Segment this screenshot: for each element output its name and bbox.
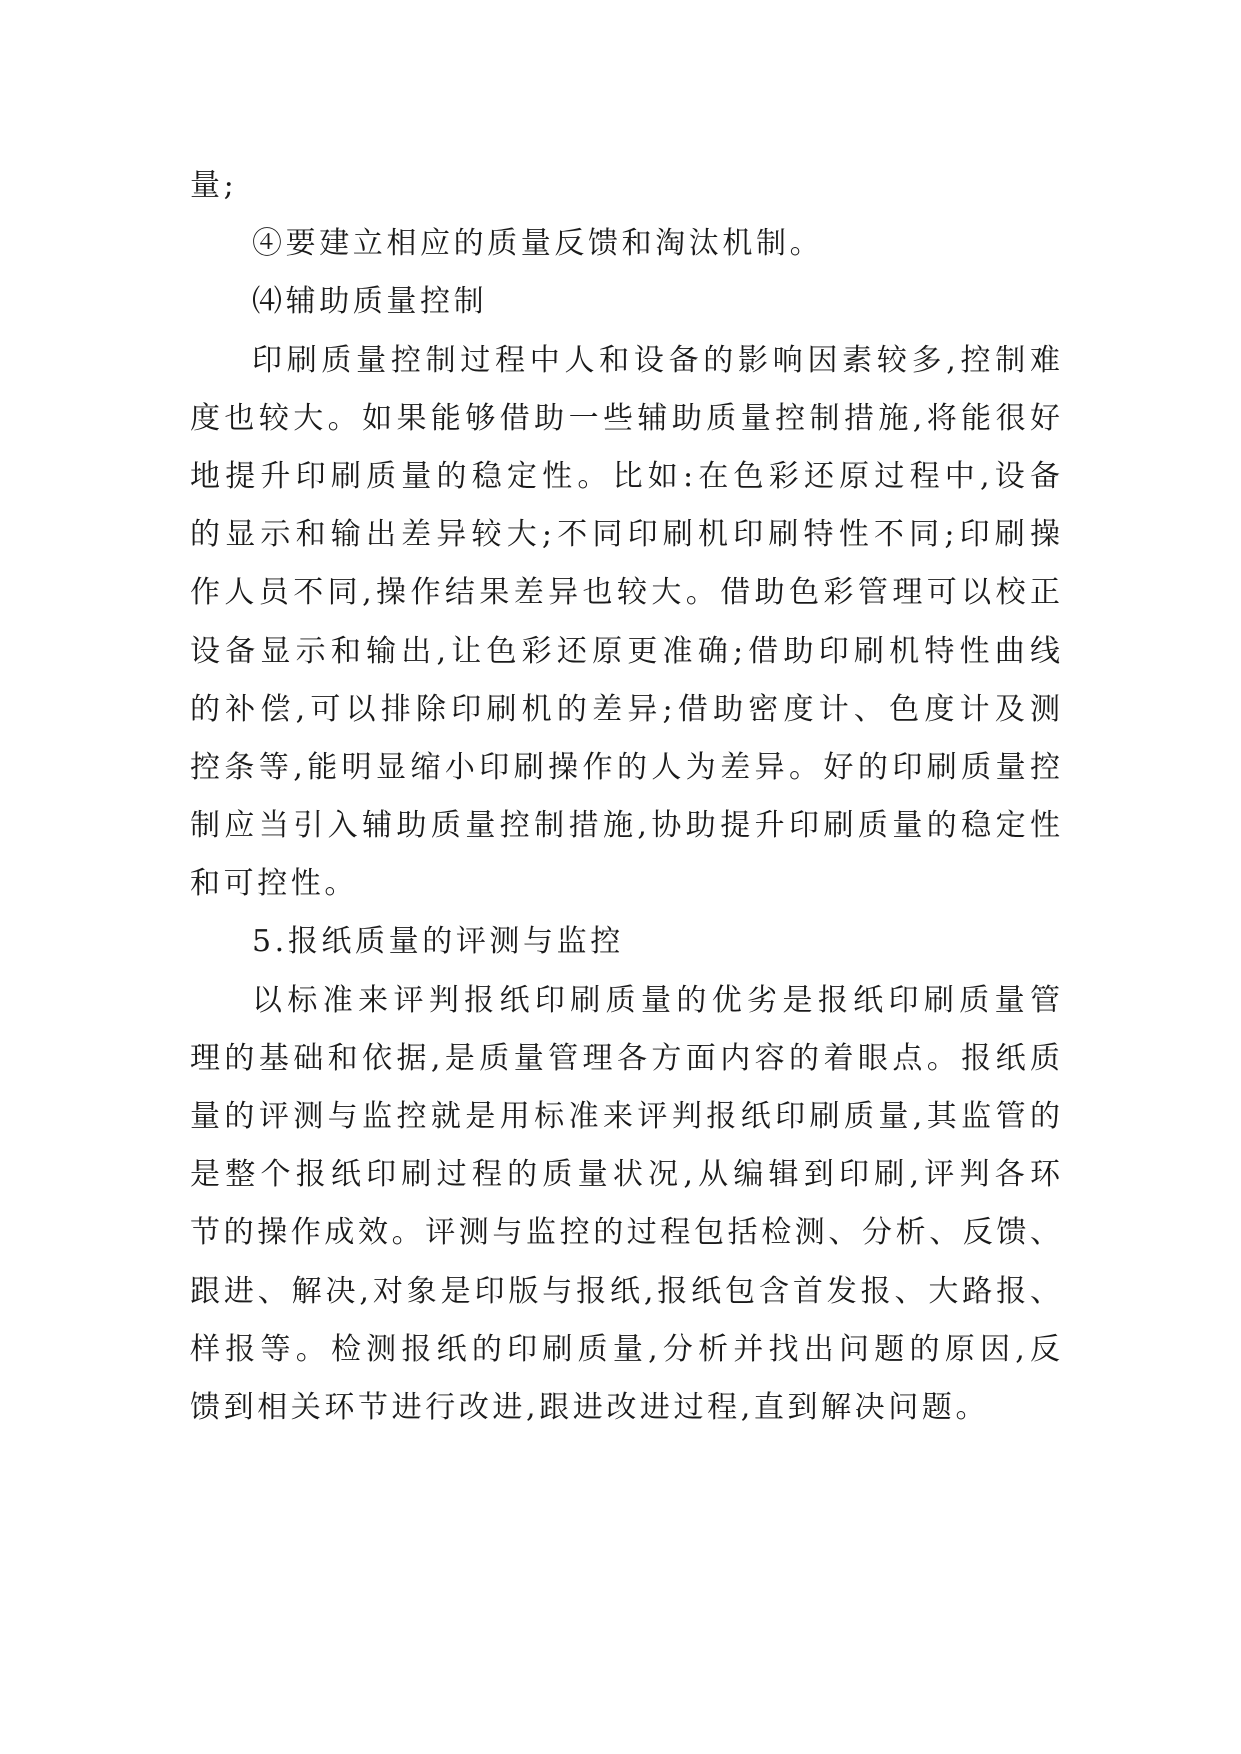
text-line: 控条等,能明显缩小印刷操作的人为差异。好的印刷质量控 <box>190 749 1060 785</box>
text-line: ④要建立相应的质量反馈和淘汰机制。 <box>252 226 824 262</box>
text-line: ⑷辅助质量控制 <box>252 284 488 320</box>
text-line: 量; <box>190 168 238 203</box>
text-line: 5.报纸质量的评测与监控 <box>252 924 624 960</box>
text-line: 量的评测与监控就是用标准来评判报纸印刷质量,其监管的 <box>190 1099 1060 1134</box>
text-line: 节的操作成效。评测与监控的过程包括检测、分析、反馈、 <box>190 1215 1060 1251</box>
text-line: 样报等。检测报纸的印刷质量,分析并找出问题的原因,反 <box>190 1331 1060 1367</box>
text-line: 馈到相关环节进行改进,跟进改进过程,直到解决问题。 <box>190 1389 990 1425</box>
text-line: 的补偿,可以排除印刷机的差异;借助密度计、色度计及测 <box>190 691 1060 727</box>
text-line: 作人员不同,操作结果差异也较大。借助色彩管理可以校正 <box>190 575 1060 611</box>
text-line: 制应当引入辅助质量控制措施,协助提升印刷质量的稳定性 <box>190 808 1060 844</box>
text-line: 跟进、解决,对象是印版与报纸,报纸包含首发报、大路报、 <box>190 1273 1060 1309</box>
text-line: 是整个报纸印刷过程的质量状况,从编辑到印刷,评判各环 <box>190 1157 1060 1193</box>
text-line: 理的基础和依据,是质量管理各方面内容的着眼点。报纸质 <box>190 1040 1060 1076</box>
text-line: 地提升印刷质量的稳定性。比如:在色彩还原过程中,设备 <box>190 458 1060 494</box>
text-line: 和可控性。 <box>190 866 358 902</box>
text-line: 度也较大。如果能够借助一些辅助质量控制措施,将能很好 <box>190 400 1060 436</box>
text-line: 印刷质量控制过程中人和设备的影响因素较多,控制难 <box>252 342 1060 378</box>
text-line: 以标准来评判报纸印刷质量的优劣是报纸印刷质量管 <box>252 982 1060 1018</box>
text-line: 设备显示和输出,让色彩还原更准确;借助印刷机特性曲线 <box>190 633 1060 669</box>
document-body <box>190 157 1060 1437</box>
text-line: 的显示和输出差异较大;不同印刷机印刷特性不同;印刷操 <box>190 517 1060 553</box>
